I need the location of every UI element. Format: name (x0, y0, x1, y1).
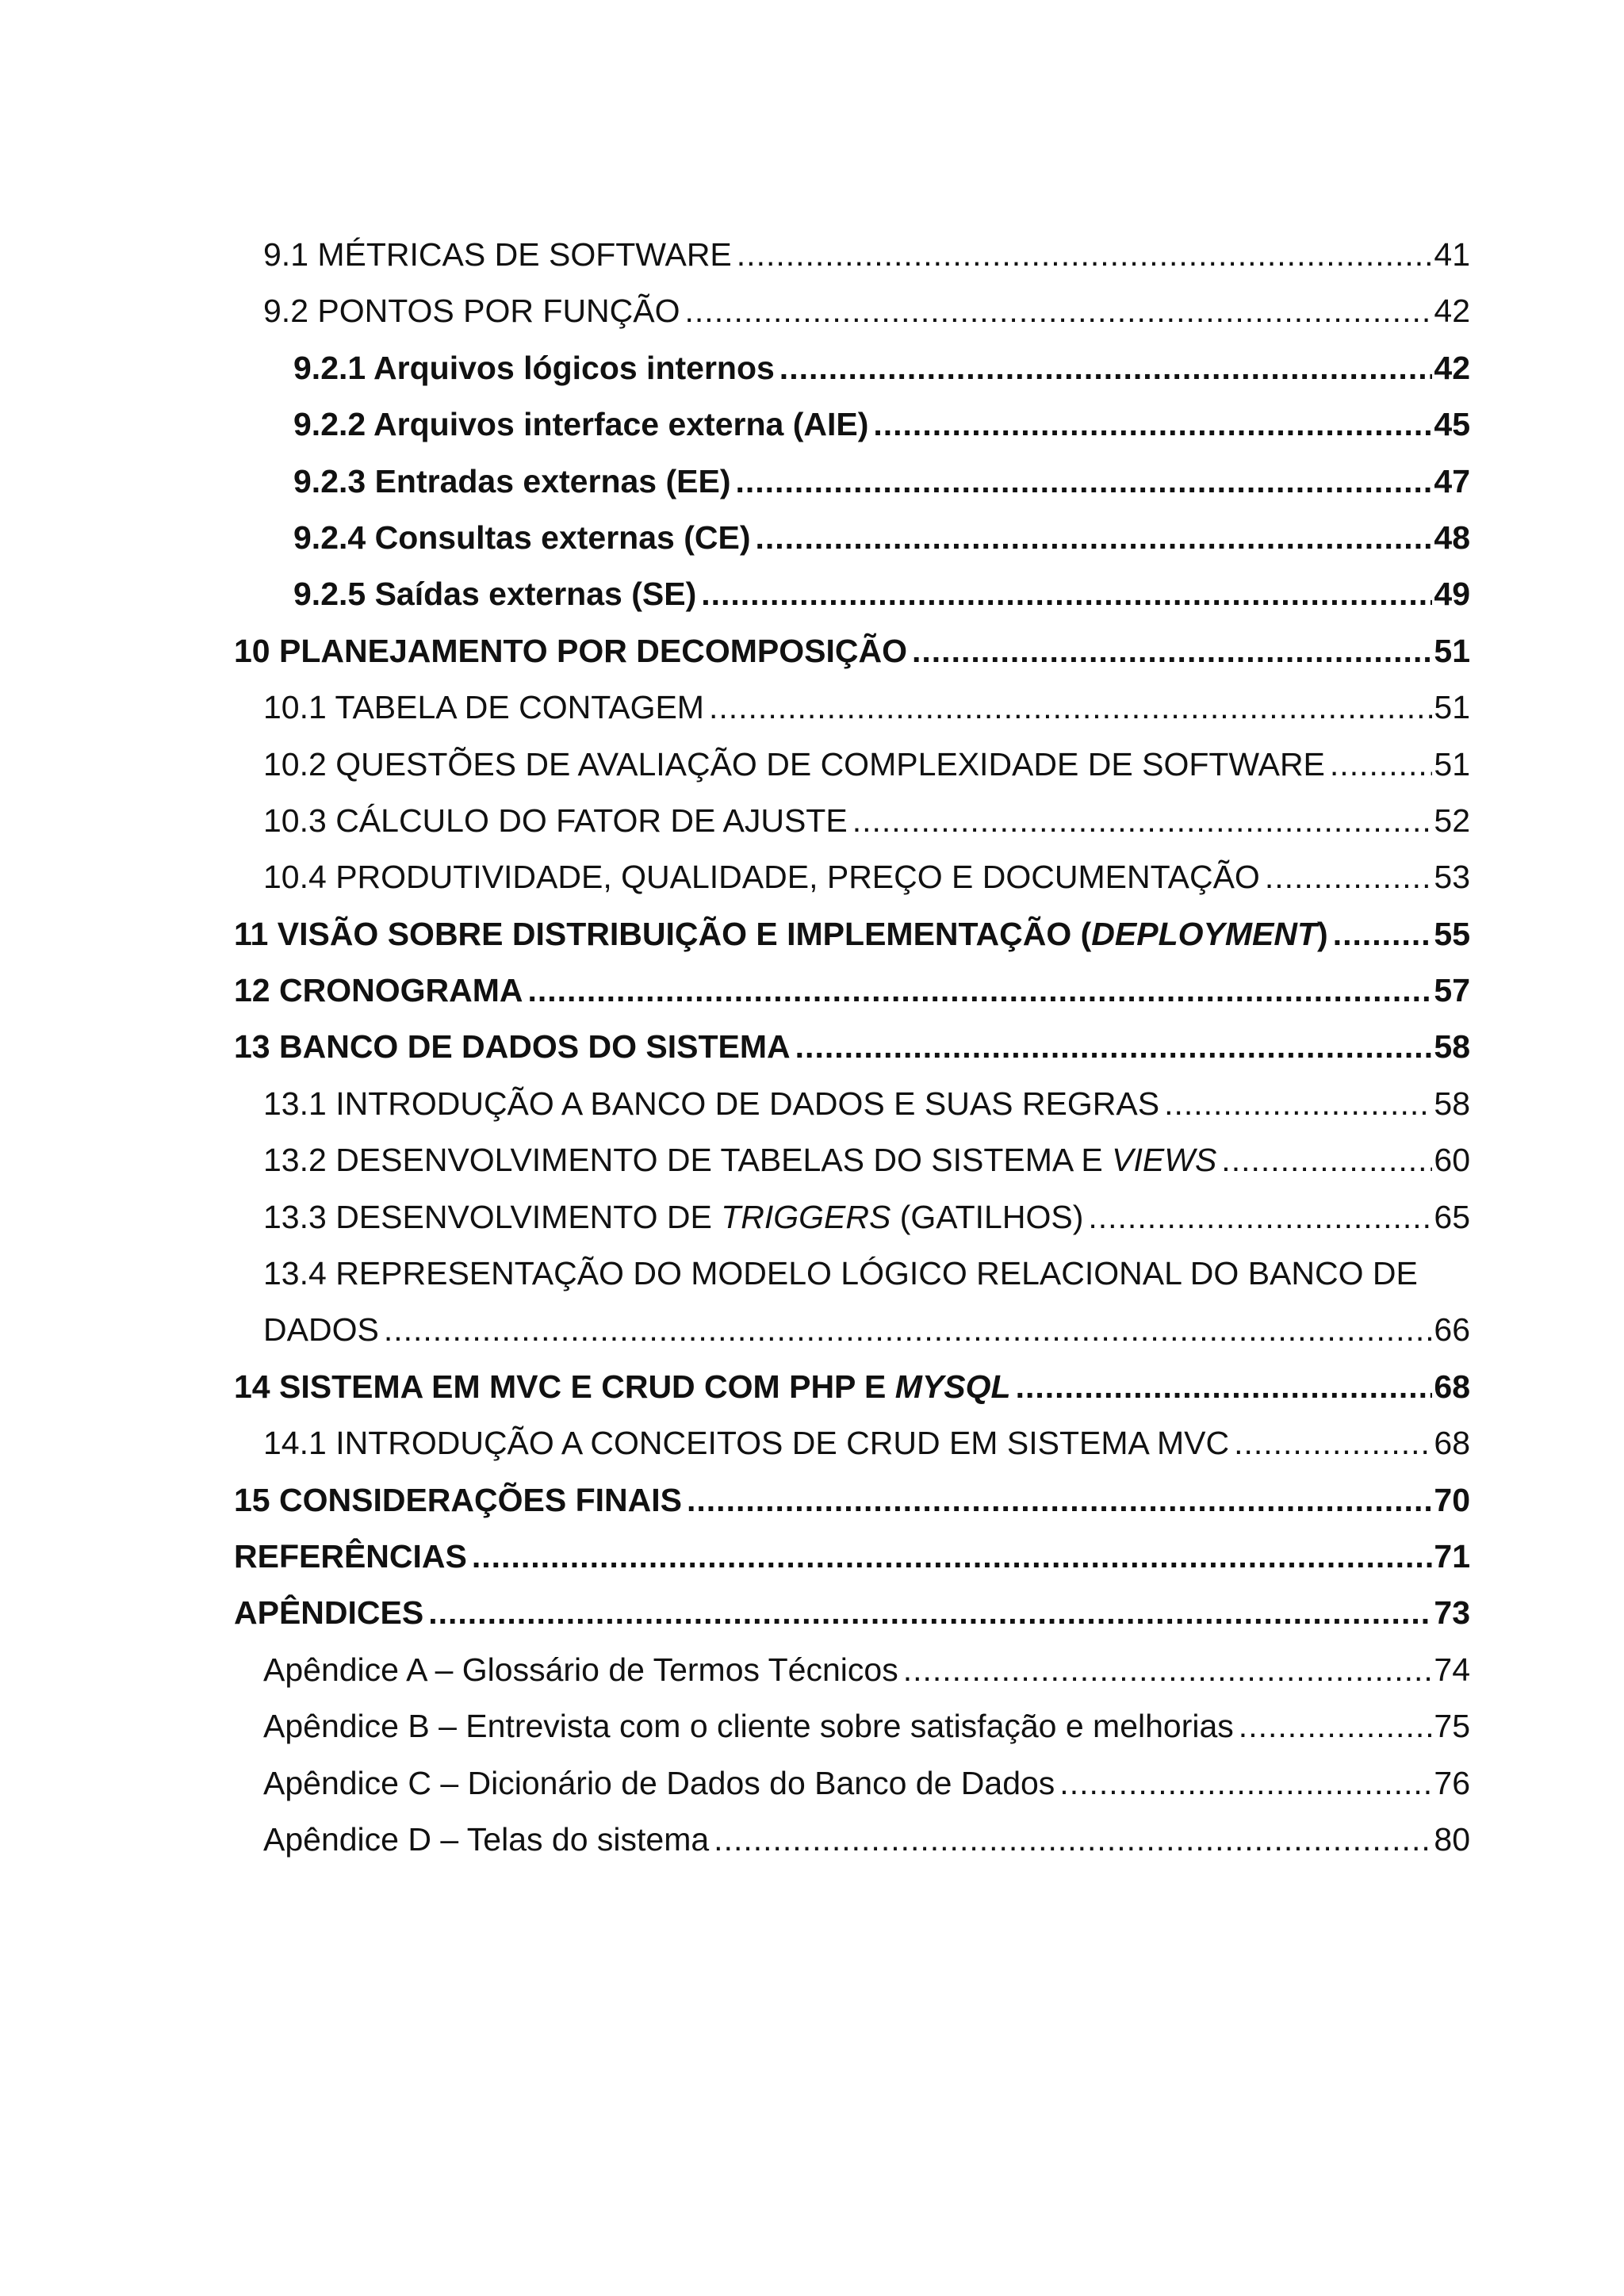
toc-entry[interactable] (234, 1359, 1470, 1415)
toc-entry-title (263, 679, 704, 736)
toc-entry-title-text: 10.4 PRODUTIVIDADE, QUALIDADE, PREÇO E DOCUMENTAÇÃO (263, 859, 1260, 896)
toc-entry-title-text: ) (1317, 915, 1328, 952)
dot-leader (709, 679, 1432, 736)
toc-entry-page: 52 (1434, 802, 1470, 839)
toc-entry-page: 58 (1434, 1028, 1470, 1066)
toc-entry-title (234, 906, 1328, 962)
toc-entry-page: 71 (1434, 1537, 1470, 1575)
toc-entry-title (293, 566, 696, 622)
toc-entry-title-text: (GATILHOS) (891, 1198, 1084, 1235)
toc-entry-title (263, 849, 1260, 905)
toc-entry-page: 53 (1434, 859, 1470, 896)
toc-entry-page: 48 (1434, 519, 1470, 556)
dot-leader (714, 1812, 1432, 1868)
toc-entry-page: 60 (1434, 1142, 1470, 1179)
toc-entry-title-italic: MYSQL (894, 1368, 1011, 1405)
toc-entry-title (263, 1812, 709, 1868)
dot-leader (1265, 849, 1433, 905)
toc-entry-title-text: DADOS (263, 1311, 379, 1349)
toc-entry[interactable] (234, 1698, 1470, 1755)
toc-entry-title-text: 9.1 MÉTRICAS DE SOFTWARE (263, 236, 732, 273)
toc-entry-title-text: 15 CONSIDERAÇÕES FINAIS (234, 1481, 682, 1518)
toc-entry-title (263, 227, 732, 283)
toc-entry-page: 58 (1434, 1085, 1470, 1122)
toc-entry-title-text: 13.1 INTRODUÇÃO A BANCO DE DADOS E SUAS REGRAS (263, 1085, 1160, 1122)
toc-entry[interactable] (234, 1132, 1470, 1188)
toc-entry-title-text: 12 CRONOGRAMA (234, 972, 523, 1009)
toc-entry-title-text: 14.1 INTRODUÇÃO A CONCEITOS DE CRUD EM SISTEMA MVC (263, 1425, 1230, 1462)
toc-entry[interactable] (234, 1642, 1470, 1698)
toc-entry-title (234, 623, 907, 679)
toc-entry-title (263, 1415, 1229, 1471)
toc-entry-title-text: Apêndice C – Dicionário de Dados do Banco de Dados (263, 1764, 1055, 1801)
toc-entry-title-text: 9.2 PONTOS POR FUNÇÃO (263, 293, 680, 330)
toc-entry-title (293, 510, 750, 566)
toc-entry-page: 49 (1434, 576, 1470, 613)
toc-entry[interactable] (234, 849, 1470, 905)
toc-entry[interactable] (234, 510, 1470, 566)
toc-entry-title-text: 9.2.1 Arquivos lógicos internos (293, 349, 775, 386)
toc-entry-title-text: Apêndice D – Telas do sistema (263, 1820, 710, 1858)
toc-entry-title-text: 11 VISÃO SOBRE DISTRIBUIÇÃO E IMPLEMENTAÇÃO ( (234, 915, 1092, 952)
toc-entry-title (263, 1076, 1159, 1132)
toc-entry-title-italic: VIEWS (1112, 1142, 1217, 1179)
toc-entry[interactable] (234, 1755, 1470, 1812)
dot-leader (685, 283, 1433, 339)
toc-entry-title-text: 10.3 CÁLCULO DO FATOR DE AJUSTE (263, 802, 848, 839)
toc-entry-page: 45 (1434, 406, 1470, 443)
toc-entry-page: 65 (1434, 1198, 1470, 1235)
toc-entry-title-text: 9.2.5 Saídas externas (SE) (293, 576, 697, 613)
toc-entry-page: 70 (1434, 1481, 1470, 1518)
toc-entry[interactable] (234, 906, 1470, 962)
toc-entry-title-italic: TRIGGERS (721, 1198, 891, 1235)
toc-entry-title-line1: 13.4 REPRESENTAÇÃO DO MODELO LÓGICO RELACIONAL DO BANCO DE (263, 1255, 1418, 1292)
toc-entry-page: 47 (1434, 462, 1470, 499)
toc-entry-page: 42 (1434, 293, 1470, 330)
toc-entry-page: 76 (1434, 1764, 1470, 1801)
toc-entry-title (234, 1359, 1011, 1415)
toc-entry-title-text: 9.2.3 Entradas externas (EE) (293, 462, 731, 499)
toc-entry-title (263, 1189, 1083, 1246)
toc-entry-title-text: 10.1 TABELA DE CONTAGEM (263, 689, 704, 726)
dot-leader (1059, 1755, 1432, 1812)
dot-leader (755, 510, 1432, 566)
toc-entry-title-text: 14 SISTEMA EM MVC E CRUD COM PHP E (234, 1368, 895, 1405)
dot-leader (428, 1585, 1432, 1641)
dot-leader (1330, 737, 1432, 793)
toc-entry-page: 75 (1434, 1708, 1470, 1745)
toc-entry[interactable] (234, 283, 1470, 339)
toc-entry[interactable] (234, 453, 1470, 510)
toc-entry-title (293, 396, 868, 453)
toc-entry-title-text: 13 BANCO DE DADOS DO SISTEMA (234, 1028, 791, 1066)
toc-entry-title (263, 1302, 379, 1358)
toc-entry-title (234, 1585, 423, 1641)
toc-entry-title-text: 9.2.2 Arquivos interface externa (AIE) (293, 406, 869, 443)
toc-entry-page: 51 (1434, 745, 1470, 783)
toc-entry-title (263, 1698, 1234, 1755)
toc-entry-title-text: 9.2.4 Consultas externas (CE) (293, 519, 751, 556)
toc-entry[interactable] (234, 566, 1470, 622)
toc-entry[interactable] (234, 1585, 1470, 1641)
toc-entry-page: 80 (1434, 1820, 1470, 1858)
toc-entry[interactable] (234, 1529, 1470, 1585)
toc-entry-title (263, 737, 1325, 793)
dot-leader (701, 566, 1432, 622)
toc-entry[interactable] (234, 227, 1470, 283)
toc-entry-title (293, 340, 775, 396)
toc-entry-page: 51 (1434, 689, 1470, 726)
toc-entry-title (234, 962, 523, 1019)
toc-entry-title-text: Apêndice B – Entrevista com o cliente sobre satisfação e melhorias (263, 1708, 1234, 1745)
dot-leader (1088, 1189, 1432, 1246)
toc-entry-title-text: APÊNDICES (234, 1594, 424, 1632)
dot-leader (1234, 1415, 1432, 1471)
toc-entry-page: 66 (1434, 1311, 1470, 1349)
toc-entry[interactable] (234, 340, 1470, 396)
dot-leader (687, 1472, 1432, 1529)
toc-entry-title (234, 1019, 791, 1075)
dot-leader (472, 1529, 1433, 1585)
toc-entry-title (263, 1755, 1055, 1812)
dot-leader (527, 962, 1432, 1019)
toc-entry-page: 68 (1434, 1368, 1470, 1405)
toc-entry[interactable] (234, 793, 1470, 849)
toc-entry-page: 41 (1434, 236, 1470, 273)
toc-entry-page: 57 (1434, 972, 1470, 1009)
toc-entry[interactable] (234, 623, 1470, 679)
toc-entry-title-text: Apêndice A – Glossário de Termos Técnicos (263, 1651, 898, 1688)
toc-entry-title-text: 10 PLANEJAMENTO POR DECOMPOSIÇÃO (234, 632, 907, 669)
toc-entry[interactable] (234, 1246, 1470, 1359)
dot-leader (384, 1302, 1433, 1358)
toc-entry-title-italic: DEPLOYMENT (1091, 915, 1318, 952)
toc-entry-page: 55 (1434, 915, 1470, 952)
toc-entry-title-text: 13.2 DESENVOLVIMENTO DE TABELAS DO SISTEMA E (263, 1142, 1113, 1179)
toc-entry-title-text: 13.3 DESENVOLVIMENTO DE (263, 1198, 722, 1235)
toc-entry[interactable] (234, 1812, 1470, 1868)
dot-leader (1221, 1132, 1432, 1188)
toc-entry-title (263, 1132, 1216, 1188)
toc-entry-title (263, 283, 680, 339)
toc-entry[interactable] (234, 1415, 1470, 1471)
toc-entry[interactable] (234, 1019, 1470, 1075)
toc-entry-title (234, 1529, 467, 1585)
dot-leader (735, 453, 1432, 510)
toc-entry-title-text: REFERÊNCIAS (234, 1537, 467, 1575)
toc-entry[interactable] (234, 962, 1470, 1019)
toc-entry-title (234, 1472, 682, 1529)
dot-leader (737, 227, 1433, 283)
dot-leader (1016, 1359, 1433, 1415)
toc-entry-title-text: 10.2 QUESTÕES DE AVALIAÇÃO DE COMPLEXIDADE DE SOFTWARE (263, 745, 1325, 783)
toc-entry-page: 74 (1434, 1651, 1470, 1688)
dot-leader (912, 623, 1432, 679)
dot-leader (779, 340, 1433, 396)
toc-entry-page: 42 (1434, 349, 1470, 386)
dot-leader (852, 793, 1433, 849)
toc-entry-page: 51 (1434, 632, 1470, 669)
toc-entry-title (263, 1642, 898, 1698)
toc-entry-title (263, 793, 848, 849)
toc-entry[interactable] (234, 1472, 1470, 1529)
toc-entry-page: 73 (1434, 1594, 1470, 1632)
dot-leader (873, 396, 1432, 453)
toc-entry[interactable] (234, 1189, 1470, 1246)
toc-entry[interactable] (234, 396, 1470, 453)
toc-entry[interactable] (234, 679, 1470, 736)
toc-entry[interactable] (234, 737, 1470, 793)
toc-entry[interactable] (234, 1076, 1470, 1132)
dot-leader (1164, 1076, 1432, 1132)
toc-entry-page: 68 (1434, 1425, 1470, 1462)
table-of-contents (234, 227, 1470, 1868)
dot-leader (795, 1019, 1433, 1075)
dot-leader (1333, 906, 1433, 962)
dot-leader (903, 1642, 1433, 1698)
toc-entry-title (293, 453, 730, 510)
dot-leader (1239, 1698, 1433, 1755)
